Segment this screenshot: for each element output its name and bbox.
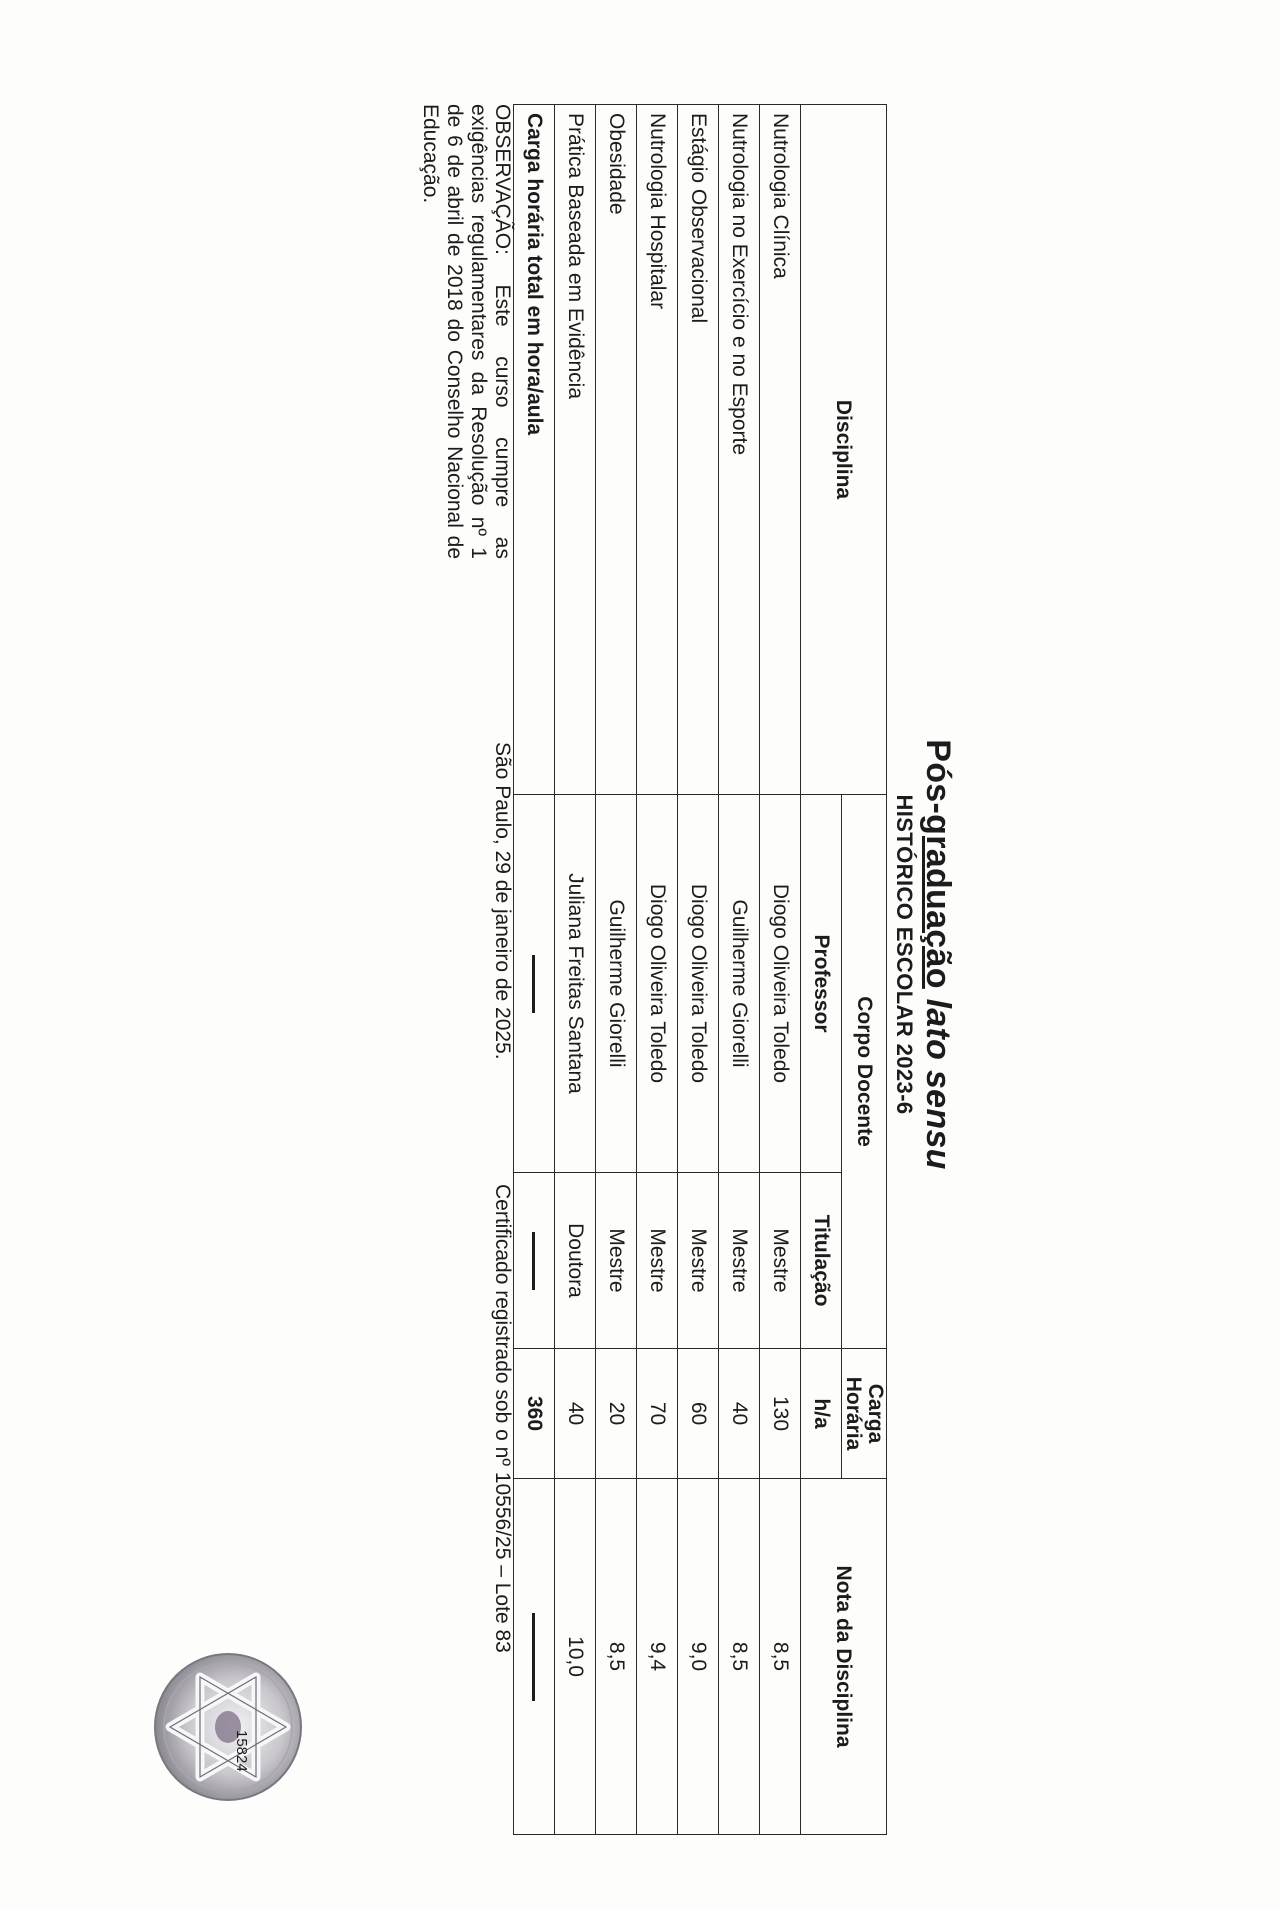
cell-professor: Juliana Freitas Santana <box>555 795 596 1173</box>
cell-carga: 20 <box>596 1349 637 1479</box>
cell-nota: 9,0 <box>678 1479 719 1835</box>
header-carga-unit: h/a <box>801 1349 842 1479</box>
header-corpo-docente: Corpo Docente <box>842 795 887 1349</box>
dash-line <box>532 1232 535 1290</box>
cell-titulacao: Mestre <box>760 1173 801 1349</box>
cell-disciplina: Nutrologia no Exercício e no Esporte <box>719 105 760 795</box>
cell-disciplina: Obesidade <box>596 105 637 795</box>
seal-graphic <box>152 1651 304 1803</box>
header-disciplina: Disciplina <box>801 105 887 795</box>
cell-carga: 130 <box>760 1349 801 1479</box>
title-italic: lato sensu <box>919 998 957 1170</box>
cell-titulacao: Mestre <box>678 1173 719 1349</box>
page-subtitle: HISTÓRICO ESCOLAR 2023-6 <box>892 794 917 1115</box>
title-underlined: graduação <box>919 814 957 989</box>
table-row <box>760 105 801 1835</box>
table-row <box>678 105 719 1835</box>
title-block <box>890 0 958 1909</box>
dash-line <box>532 1613 535 1701</box>
total-titulacao-dash <box>514 1173 555 1349</box>
cell-disciplina: Nutrologia Hospitalar <box>637 105 678 795</box>
cell-nota: 9,4 <box>637 1479 678 1835</box>
dash-line <box>532 955 535 1013</box>
location-date: São Paulo, 29 de janeiro de 2025. <box>491 742 514 1060</box>
observation-text: OBSERVAÇÃO: Este curso cumpre as exigências regulamentares da Resolução nº 1 de 6 de abril de 2018 do Conselho Nacional de Educação. <box>419 104 514 559</box>
transcript-table <box>513 104 887 1835</box>
cell-professor: Guilherme Giorelli <box>596 795 637 1173</box>
footer-area <box>314 104 514 1834</box>
table-row <box>555 105 596 1835</box>
cell-professor: Guilherme Giorelli <box>719 795 760 1173</box>
total-label: Carga horária total em hora/aula <box>514 105 555 795</box>
table-row <box>596 105 637 1835</box>
cell-titulacao: Mestre <box>719 1173 760 1349</box>
cell-nota: 8,5 <box>760 1479 801 1835</box>
cell-professor: Diogo Oliveira Toledo <box>760 795 801 1173</box>
cell-carga: 60 <box>678 1349 719 1479</box>
page-code: 15824 <box>233 1730 250 1772</box>
certificate-registration: Certificado registrado sob o nº 10556/25 – Lote 83 <box>491 1184 514 1653</box>
cell-titulacao: Doutora <box>555 1173 596 1349</box>
cell-carga: 70 <box>637 1349 678 1479</box>
cell-disciplina: Estágio Observacional <box>678 105 719 795</box>
cell-titulacao: Mestre <box>596 1173 637 1349</box>
star-of-david-seal-icon <box>152 1651 304 1803</box>
cell-professor: Diogo Oliveira Toledo <box>678 795 719 1173</box>
page-title <box>918 0 958 1909</box>
total-row <box>514 105 555 1835</box>
cell-carga: 40 <box>555 1349 596 1479</box>
total-professor-dash <box>514 795 555 1173</box>
header-titulacao: Titulação <box>801 1173 842 1349</box>
total-carga: 360 <box>514 1349 555 1479</box>
header-professor: Professor <box>801 795 842 1173</box>
cell-nota: 10,0 <box>555 1479 596 1835</box>
total-nota-dash <box>514 1479 555 1835</box>
header-nota: Nota da Disciplina <box>801 1479 887 1835</box>
cell-carga: 40 <box>719 1349 760 1479</box>
header-carga-horaria: Carga Horária <box>842 1349 887 1479</box>
cell-disciplina: Prática Baseada em Evidência <box>555 105 596 795</box>
table-row <box>719 105 760 1835</box>
cell-disciplina: Nutrologia Clínica <box>760 105 801 795</box>
table-row <box>637 105 678 1835</box>
title-prefix: Pós- <box>919 739 957 815</box>
cell-titulacao: Mestre <box>637 1173 678 1349</box>
cell-professor: Diogo Oliveira Toledo <box>637 795 678 1173</box>
cell-nota: 8,5 <box>719 1479 760 1835</box>
cell-nota: 8,5 <box>596 1479 637 1835</box>
